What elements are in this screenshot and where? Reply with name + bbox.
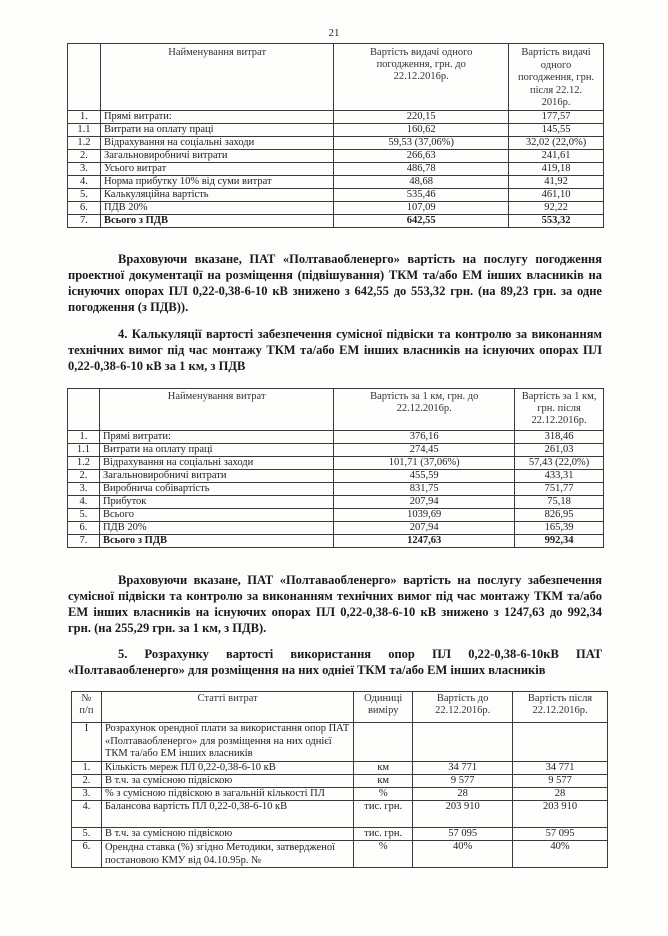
row-no: 6. bbox=[68, 522, 100, 535]
row-after: 145,55 bbox=[509, 124, 604, 137]
section-5-heading bbox=[68, 646, 602, 678]
row-unit: тис. грн. bbox=[354, 800, 413, 827]
row-name: Загальновиробничі витрати bbox=[99, 470, 333, 483]
row-after: 75,18 bbox=[515, 496, 604, 509]
col-before-header: Вартість за 1 км, грн. до 22.12.2016р. bbox=[334, 389, 515, 431]
row-name: % з сумісною підвіскою в загальній кількості ПЛ bbox=[101, 787, 353, 800]
row-after: 992,34 bbox=[515, 535, 604, 548]
row-before: 266,63 bbox=[334, 150, 509, 163]
table-row bbox=[68, 163, 604, 176]
table-row bbox=[72, 787, 608, 800]
row-before bbox=[413, 723, 513, 762]
row-name: Загальновиробничі витрати bbox=[100, 150, 333, 163]
table-row bbox=[68, 509, 604, 522]
row-no: 5. bbox=[68, 509, 100, 522]
row-after: 826,95 bbox=[515, 509, 604, 522]
row-before: 59,53 (37,06%) bbox=[334, 137, 509, 150]
col-name-header: Найменування витрат bbox=[99, 389, 333, 431]
col-name-header: Статті витрат bbox=[101, 692, 353, 723]
row-unit bbox=[354, 723, 413, 762]
row-before: 455,59 bbox=[334, 470, 515, 483]
row-name: Прибуток bbox=[99, 496, 333, 509]
paragraph-line: грн. (на 255,29 грн. за 1 км, з ПДВ). bbox=[68, 621, 267, 635]
table-header-row bbox=[68, 44, 604, 111]
table-row bbox=[68, 431, 604, 444]
pole-usage-cost-table bbox=[71, 691, 608, 868]
col-after-header: Вартість видачі одного погодження, грн. після 22.12. 2016р. bbox=[509, 44, 604, 111]
row-no: 2. bbox=[68, 470, 100, 483]
row-no: 3. bbox=[72, 787, 102, 800]
row-after: 461,10 bbox=[509, 189, 604, 202]
table-row bbox=[72, 800, 608, 827]
row-before: 40% bbox=[413, 840, 513, 867]
row-no: 1. bbox=[68, 431, 100, 444]
row-before: 203 910 bbox=[413, 800, 513, 827]
section-4-heading bbox=[68, 326, 602, 374]
row-name: Усього витрат bbox=[100, 163, 333, 176]
row-name: Прямі витрати: bbox=[99, 431, 333, 444]
row-name: Відрахування на соціальні заходи bbox=[99, 457, 333, 470]
paragraph-line: Враховуючи вказане, ПАТ «Полтаваобленерго» вартість на послугу погодження bbox=[118, 252, 602, 266]
row-no: 7. bbox=[68, 215, 101, 228]
row-after: 9 577 bbox=[513, 774, 608, 787]
row-before: 376,16 bbox=[334, 431, 515, 444]
row-no: 4. bbox=[68, 496, 100, 509]
heading-line: «Полтаваобленерго» для розміщення на них одніеї ТКМ та/або ЕМ інших власників bbox=[68, 663, 546, 677]
row-name: Балансова вартість ПЛ 0,22-0,38-6-10 кВ bbox=[101, 800, 353, 827]
row-unit: тис. грн. bbox=[354, 827, 413, 840]
row-after: 261,03 bbox=[515, 444, 604, 457]
row-after: 40% bbox=[513, 840, 608, 867]
table-row bbox=[68, 202, 604, 215]
table-header-row bbox=[72, 692, 608, 723]
table-row bbox=[72, 827, 608, 840]
row-no: 6. bbox=[72, 840, 102, 867]
row-no: 6. bbox=[68, 202, 101, 215]
row-before: 274,45 bbox=[334, 444, 515, 457]
row-unit: км bbox=[354, 774, 413, 787]
row-name: Всього з ПДВ bbox=[100, 215, 333, 228]
row-before: 57 095 bbox=[413, 827, 513, 840]
paragraph-line: погодження (з ПДВ)). bbox=[68, 300, 189, 314]
row-name: Витрати на оплату праці bbox=[100, 124, 333, 137]
row-name: Прямі витрати: bbox=[100, 111, 333, 124]
row-after: 32,02 (22,0%) bbox=[509, 137, 604, 150]
row-name: Орендна ставка (%) згідно Методики, затвердженої постановою КМУ від 04.10.95р. № bbox=[101, 840, 353, 867]
row-before: 220,15 bbox=[334, 111, 509, 124]
row-no: 1.1 bbox=[68, 124, 101, 137]
row-after: 177,57 bbox=[509, 111, 604, 124]
table-total-row bbox=[68, 215, 604, 228]
page-number: 21 bbox=[328, 27, 340, 39]
approval-cost-table bbox=[67, 43, 604, 228]
table-row bbox=[68, 176, 604, 189]
heading-line: 4. Калькуляції вартості забезпечення сумісної підвіски та контролю за виконанням bbox=[118, 327, 602, 341]
row-unit: % bbox=[354, 840, 413, 867]
row-name: Витрати на оплату праці bbox=[99, 444, 333, 457]
table-row bbox=[68, 150, 604, 163]
table-row bbox=[68, 483, 604, 496]
row-no: 3. bbox=[68, 483, 100, 496]
table-row bbox=[68, 457, 604, 470]
row-before: 107,09 bbox=[334, 202, 509, 215]
table-row bbox=[68, 522, 604, 535]
col-no-header bbox=[68, 389, 100, 431]
col-name-header: Найменування витрат bbox=[100, 44, 333, 111]
row-name: Кількість мереж ПЛ 0,22-0,38-6-10 кВ bbox=[101, 761, 353, 774]
row-before: 207,94 bbox=[334, 522, 515, 535]
row-before: 642,55 bbox=[334, 215, 509, 228]
table-row bbox=[68, 111, 604, 124]
table-row bbox=[72, 840, 608, 867]
row-name: Розрахунок орендної плати за використання опор ПАТ «Полтаваобленерго» для розміщення на них однієї ТКМ та/або ЕМ інших власників bbox=[101, 723, 353, 762]
col-no-header bbox=[68, 44, 101, 111]
table-total-row bbox=[68, 535, 604, 548]
table-header-row bbox=[68, 389, 604, 431]
row-after: 318,46 bbox=[515, 431, 604, 444]
table-row bbox=[72, 761, 608, 774]
heading-line: технічних вимог під час монтажу ТКМ та/або ЕМ інших власників на існуючих опорах ПЛ bbox=[68, 343, 602, 357]
row-unit: % bbox=[354, 787, 413, 800]
row-name: Відрахування на соціальні заходи bbox=[100, 137, 333, 150]
row-name: В т.ч. за сумісною підвіскою bbox=[101, 827, 353, 840]
table-row bbox=[68, 470, 604, 483]
row-name: ПДВ 20% bbox=[100, 202, 333, 215]
row-after: 92,22 bbox=[509, 202, 604, 215]
row-before: 28 bbox=[413, 787, 513, 800]
col-after-header: Вартість після 22.12.2016р. bbox=[513, 692, 608, 723]
joint-suspension-conclusion-paragraph bbox=[68, 572, 602, 636]
row-after: 165,39 bbox=[515, 522, 604, 535]
row-before: 1247,63 bbox=[334, 535, 515, 548]
row-no: 5. bbox=[68, 189, 101, 202]
row-before: 9 577 bbox=[413, 774, 513, 787]
row-no: 2. bbox=[68, 150, 101, 163]
row-no: 4. bbox=[68, 176, 101, 189]
row-after: 241,61 bbox=[509, 150, 604, 163]
row-no: I bbox=[72, 723, 102, 762]
row-after: 553,32 bbox=[509, 215, 604, 228]
row-after bbox=[513, 723, 608, 762]
row-name: В т.ч. за сумісною підвіскою bbox=[101, 774, 353, 787]
paragraph-line: проектної документації на розміщення (підвішування) ТКМ та/або ЕМ інших власників на bbox=[68, 268, 602, 282]
row-after: 28 bbox=[513, 787, 608, 800]
col-unit-header: Одиниці виміру bbox=[354, 692, 413, 723]
row-before: 101,71 (37,06%) bbox=[334, 457, 515, 470]
paragraph-line: Враховуючи вказане, ПАТ «Полтаваобленерго» вартість на послугу забезпечення bbox=[118, 573, 602, 587]
table-section-row bbox=[72, 723, 608, 762]
row-name: ПДВ 20% bbox=[99, 522, 333, 535]
row-no: 4. bbox=[72, 800, 102, 827]
table-row bbox=[68, 189, 604, 202]
row-name: Норма прибутку 10% від суми витрат bbox=[100, 176, 333, 189]
row-after: 41,92 bbox=[509, 176, 604, 189]
paragraph-line: існуючих опорах ПЛ 0,22-0,38-6-10 кВ знижено з 642,55 до 553,32 грн. (на 89,23 грн. за одне bbox=[68, 284, 602, 298]
row-name: Всього з ПДВ bbox=[99, 535, 333, 548]
row-after: 57 095 bbox=[513, 827, 608, 840]
row-no: 1.1 bbox=[68, 444, 100, 457]
row-name: Всього bbox=[99, 509, 333, 522]
row-before: 48,68 bbox=[334, 176, 509, 189]
row-name: Виробнича собівартість bbox=[99, 483, 333, 496]
row-after: 203 910 bbox=[513, 800, 608, 827]
row-before: 535,46 bbox=[334, 189, 509, 202]
row-no: 5. bbox=[72, 827, 102, 840]
row-no: 2. bbox=[72, 774, 102, 787]
row-name: Калькуляційна вартість bbox=[100, 189, 333, 202]
col-before-header: Вартість видачі одного погодження, грн. до 22.12.2016р. bbox=[334, 44, 509, 111]
col-before-header: Вартість до 22.12.2016р. bbox=[413, 692, 513, 723]
row-after: 433,31 bbox=[515, 470, 604, 483]
row-after: 751,77 bbox=[515, 483, 604, 496]
row-unit: км bbox=[354, 761, 413, 774]
heading-line: 0,22-0,38-6-10 кВ за 1 км, з ПДВ bbox=[68, 359, 246, 373]
table-row bbox=[72, 774, 608, 787]
row-no: 3. bbox=[68, 163, 101, 176]
table-row bbox=[68, 444, 604, 457]
row-no: 1.2 bbox=[68, 137, 101, 150]
table-row bbox=[68, 137, 604, 150]
row-no: 1.2 bbox=[68, 457, 100, 470]
row-after: 34 771 bbox=[513, 761, 608, 774]
row-after: 57,43 (22,0%) bbox=[515, 457, 604, 470]
row-before: 207,94 bbox=[334, 496, 515, 509]
row-before: 486,78 bbox=[334, 163, 509, 176]
approval-conclusion-paragraph bbox=[68, 251, 602, 315]
col-after-header: Вартість за 1 км, грн. після 22.12.2016р. bbox=[515, 389, 604, 431]
row-no: 1. bbox=[68, 111, 101, 124]
row-before: 831,75 bbox=[334, 483, 515, 496]
joint-suspension-cost-table bbox=[67, 388, 604, 548]
row-before: 34 771 bbox=[413, 761, 513, 774]
col-no-header: № п/п bbox=[72, 692, 102, 723]
table-row bbox=[68, 124, 604, 137]
heading-line: 5. Розрахунку вартості використання опор ПЛ 0,22-0,38-6-10кВ ПАТ bbox=[118, 647, 602, 661]
row-before: 160,62 bbox=[334, 124, 509, 137]
paragraph-line: ЕМ інших власників на існуючих опорах ПЛ 0,22-0,38-6-10 кВ знижено з 1247,63 до 992,34 bbox=[68, 605, 602, 619]
table-row bbox=[68, 496, 604, 509]
row-after: 419,18 bbox=[509, 163, 604, 176]
row-no: 1. bbox=[72, 761, 102, 774]
row-no: 7. bbox=[68, 535, 100, 548]
row-before: 1039,69 bbox=[334, 509, 515, 522]
paragraph-line: сумісної підвіски та контролю за виконанням технічних вимог під час монтажу ТКМ та/або bbox=[68, 589, 602, 603]
